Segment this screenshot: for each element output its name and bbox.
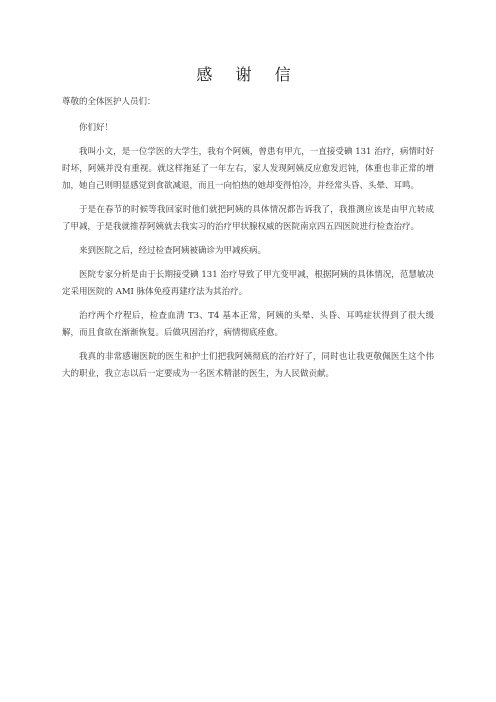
letter-salutation: 尊敬的全体医护人员们：: [62, 97, 156, 107]
letter-greeting: 你们好！: [79, 123, 114, 133]
letter-paragraph: 于是在春节的时候等我回家时他们就把阿姨的具体情况都告诉我了，我推测应该是由甲亢转成了甲减，于是我就推荐阿姨就去我实习的治疗甲状腺权威的医院南京四五四医院进行检查治疗。: [62, 205, 434, 232]
letter-body: [62, 120, 434, 390]
letter-paragraph: 来到医院之后，经过检查阿姨被确诊为甲减疾病。: [79, 246, 267, 256]
letter-title: 感 谢 信: [196, 65, 300, 84]
letter-paragraph: 医院专家分析是由于长期接受碘 131 治疗导致了甲亢变甲减，根据阿姨的具体情况，范慧敏决定采用医院的 AMI 脉体免疫再建疗法为其治疗。: [62, 270, 434, 297]
letter-paragraph: 我真的非常感谢医院的医生和护士们把我阿姨彻底的治疗好了，同时也让我更敬佩医生这个伟大的职业，我立志以后一定要成为一名医术精湛的医生，为人民做贡献。: [62, 352, 434, 379]
letter-paragraph: 我叫小文，是一位学医的大学生，我有个阿姨，曾患有甲亢，一直接受碘 131 治疗，病情时好时坏，阿姨并没有重视。就这样拖延了一年左右，家人发现阿姨反应愈发迟钝，体重也非正常的增加，她自己则明显感觉到食欲减退，而且一向怕热的她却变得怕冷，并经常头昏、头晕、耳鸣。: [62, 147, 434, 191]
letter-paragraph: 治疗两个疗程后，检查血清 T3、T4 基本正常，阿姨的头晕、头昏、耳鸣症状得到了很大缓解，而且食欲在渐渐恢复。后做巩固治疗，病情彻底痊愈。: [62, 311, 434, 338]
